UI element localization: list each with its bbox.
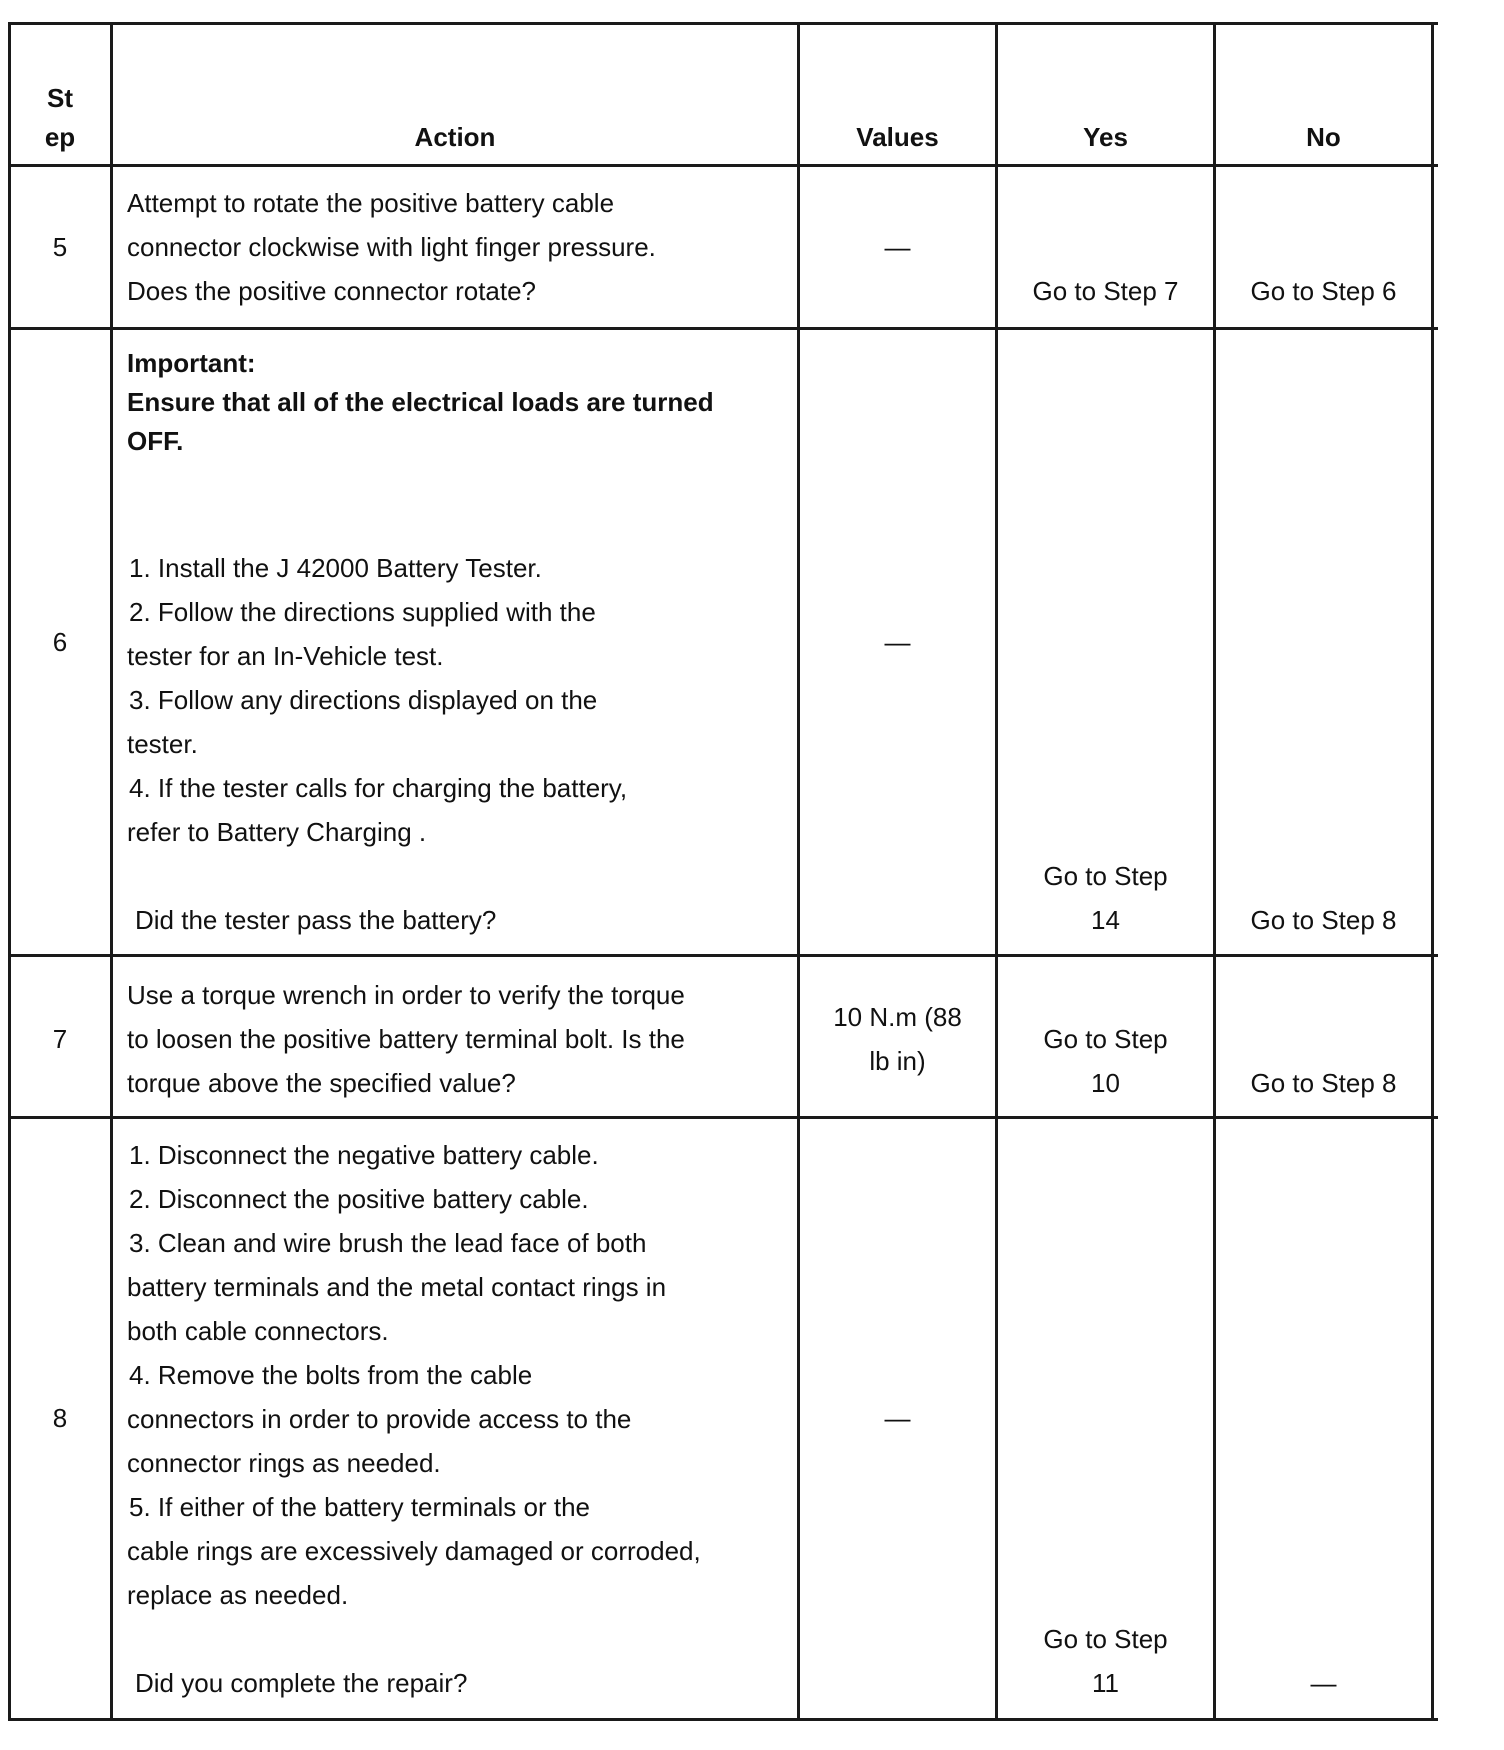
action-line: 3. Clean and wire brush the lead face of both (129, 1228, 647, 1258)
table-border-top (8, 22, 1438, 25)
action-line: battery terminals and the metal contact rings in (127, 1272, 667, 1302)
action-line: connector rings as needed. (127, 1448, 441, 1478)
action-line: to loosen the positive battery terminal bolt. Is the (127, 1024, 685, 1054)
row-divider (8, 164, 1438, 167)
header-values: Values (856, 122, 939, 152)
action-line: 4. If the tester calls for charging the battery, (129, 773, 628, 803)
action-line: tester for an In-Vehicle test. (127, 641, 444, 671)
step-number: 5 (52, 232, 68, 262)
yes-cell-line1: Go to Step (1043, 1024, 1168, 1054)
action-line: 5. If either of the battery terminals or the (129, 1492, 591, 1522)
action-line: Does the positive connector rotate? (127, 276, 537, 306)
step-number: 8 (52, 1403, 68, 1433)
action-line: Attempt to rotate the positive battery cable (127, 188, 615, 218)
no-cell: — (1310, 1668, 1337, 1698)
important-note: OFF. (127, 426, 184, 456)
table-border-right (1431, 22, 1434, 1721)
column-divider (797, 22, 800, 1721)
yes-cell: Go to Step 7 (1032, 276, 1179, 306)
yes-cell-line2: 11 (1092, 1668, 1119, 1698)
action-line: Use a torque wrench in order to verify the torque (127, 980, 685, 1010)
yes-cell-line1: Go to Step (1043, 861, 1168, 891)
header-step-line2: ep (44, 122, 76, 152)
values-cell-line1: 10 N.m (88 (833, 1002, 962, 1032)
header-step (11, 83, 109, 152)
action-line: 1. Disconnect the negative battery cable. (129, 1140, 599, 1170)
values-cell-line2: lb in) (869, 1046, 926, 1076)
action-line: torque above the specified value? (127, 1068, 516, 1098)
values-cell: — (884, 627, 911, 657)
action-line: replace as needed. (127, 1580, 349, 1610)
step-number: 6 (52, 627, 68, 657)
action-line: 2. Follow the directions supplied with the (129, 597, 596, 627)
row-divider (8, 327, 1438, 330)
no-cell: Go to Step 8 (1250, 905, 1397, 935)
column-divider (110, 22, 113, 1721)
question-line: Did the tester pass the battery? (135, 905, 497, 935)
header-no: No (1306, 122, 1341, 152)
action-line: 3. Follow any directions displayed on the (129, 685, 598, 715)
action-line: 1. Install the J 42000 Battery Tester. (129, 553, 542, 583)
header-step-line1: St (47, 83, 73, 113)
action-line: connectors in order to provide access to the (127, 1404, 632, 1434)
action-line: 4. Remove the bolts from the cable (129, 1360, 533, 1390)
action-line: refer to Battery Charging . (127, 817, 427, 847)
action-line: tester. (127, 729, 198, 759)
header-action: Action (414, 122, 496, 152)
action-line: 2. Disconnect the positive battery cable. (129, 1184, 589, 1214)
header-yes: Yes (1083, 122, 1128, 152)
action-line: both cable connectors. (127, 1316, 389, 1346)
important-note: Ensure that all of the electrical loads are turned (127, 387, 714, 417)
values-cell: — (884, 1403, 911, 1433)
table-border-bottom (8, 1718, 1438, 1721)
table-border-left (8, 22, 11, 1721)
yes-cell-line2: 14 (1091, 905, 1120, 935)
values-cell: — (884, 232, 911, 262)
yes-cell-line2: 10 (1091, 1068, 1120, 1098)
action-line: connector clockwise with light finger pressure. (127, 232, 656, 262)
question-line: Did you complete the repair? (135, 1668, 468, 1698)
step-number: 7 (52, 1024, 68, 1054)
no-cell: Go to Step 8 (1250, 1068, 1397, 1098)
row-divider (8, 954, 1438, 957)
yes-cell-line1: Go to Step (1043, 1624, 1168, 1654)
action-line: cable rings are excessively damaged or corroded, (127, 1536, 701, 1566)
row-divider (8, 1116, 1438, 1119)
important-label: Important: (127, 348, 256, 378)
no-cell: Go to Step 6 (1250, 276, 1397, 306)
